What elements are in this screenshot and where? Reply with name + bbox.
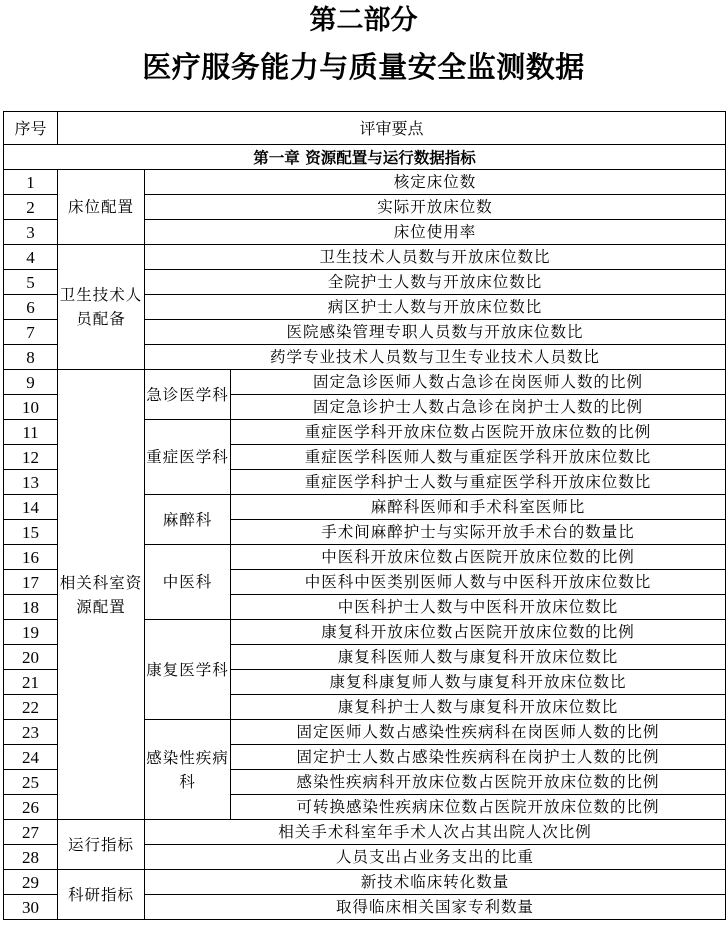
row-text: 卫生技术人员数与开放床位数比 — [145, 245, 726, 270]
row-text: 康复科开放床位数占医院开放床位数的比例 — [231, 620, 726, 645]
row-text: 人员支出占业务支出的比重 — [145, 845, 726, 870]
row-number: 9 — [4, 370, 58, 395]
row-text: 相关手术科室年手术人次占其出院人次比例 — [145, 820, 726, 845]
row-number: 8 — [4, 345, 58, 370]
subcategory-icu: 重症医学科 — [145, 420, 231, 495]
row-number: 4 — [4, 245, 58, 270]
row-number: 20 — [4, 645, 58, 670]
row-text: 核定床位数 — [145, 170, 726, 195]
row-text: 取得临床相关国家专利数量 — [145, 895, 726, 920]
subcategory-anesthesia: 麻醉科 — [145, 495, 231, 545]
category-bed: 床位配置 — [58, 170, 145, 245]
table-row — [4, 870, 726, 895]
row-number: 25 — [4, 770, 58, 795]
row-text: 中医科中医类别医师人数与中医科开放床位数比 — [231, 570, 726, 595]
page-subtitle: 医疗服务能力与质量安全监测数据 — [142, 50, 585, 84]
row-text: 固定急诊医师人数占急诊在岗医师人数的比例 — [231, 370, 726, 395]
row-text: 中医科护士人数与中医科开放床位数比 — [231, 595, 726, 620]
row-number: 2 — [4, 195, 58, 220]
row-text: 重症医学科医师人数与重症医学科开放床位数比 — [231, 445, 726, 470]
row-number: 22 — [4, 695, 58, 720]
table-row — [4, 370, 726, 395]
row-number: 29 — [4, 870, 58, 895]
category-staff: 卫生技术人员配备 — [58, 245, 145, 370]
row-number: 30 — [4, 895, 58, 920]
row-number: 3 — [4, 220, 58, 245]
subcategory-emergency: 急诊医学科 — [145, 370, 231, 420]
row-number: 7 — [4, 320, 58, 345]
subcategory-tcm: 中医科 — [145, 545, 231, 620]
row-text: 固定护士人数占感染性疾病科在岗护士人数的比例 — [231, 745, 726, 770]
seq-header: 序号 — [4, 112, 58, 145]
points-header: 评审要点 — [58, 112, 726, 145]
review-points-table — [3, 111, 726, 920]
row-text: 新技术临床转化数量 — [145, 870, 726, 895]
row-number: 12 — [4, 445, 58, 470]
row-text: 康复科康复师人数与康复科开放床位数比 — [231, 670, 726, 695]
row-text: 全院护士人数与开放床位数比 — [145, 270, 726, 295]
subcategory-infectious: 感染性疾病科 — [145, 720, 231, 820]
category-operations: 运行指标 — [58, 820, 145, 870]
row-number: 21 — [4, 670, 58, 695]
row-text: 重症医学科护士人数与重症医学科开放床位数比 — [231, 470, 726, 495]
row-text: 手术间麻醉护士与实际开放手术台的数量比 — [231, 520, 726, 545]
row-number: 10 — [4, 395, 58, 420]
page-title: 第二部分 — [309, 5, 418, 36]
row-text: 中医科开放床位数占医院开放床位数的比例 — [231, 545, 726, 570]
row-number: 24 — [4, 745, 58, 770]
row-text: 麻醉科医师和手术科室医师比 — [231, 495, 726, 520]
row-text: 固定急诊护士人数占急诊在岗护士人数的比例 — [231, 395, 726, 420]
row-number: 27 — [4, 820, 58, 845]
row-number: 23 — [4, 720, 58, 745]
row-number: 17 — [4, 570, 58, 595]
row-text: 康复科护士人数与康复科开放床位数比 — [231, 695, 726, 720]
row-number: 16 — [4, 545, 58, 570]
chapter-title: 第一章 资源配置与运行数据指标 — [4, 145, 726, 170]
row-number: 5 — [4, 270, 58, 295]
row-text: 感染性疾病科开放床位数占医院开放床位数的比例 — [231, 770, 726, 795]
row-text: 可转换感染性疾病床位数占医院开放床位数的比例 — [231, 795, 726, 820]
category-research: 科研指标 — [58, 870, 145, 920]
row-text: 医院感染管理专职人员数与开放床位数比 — [145, 320, 726, 345]
row-number: 14 — [4, 495, 58, 520]
table-row — [4, 245, 726, 270]
row-number: 6 — [4, 295, 58, 320]
row-number: 18 — [4, 595, 58, 620]
row-number: 26 — [4, 795, 58, 820]
row-number: 19 — [4, 620, 58, 645]
subcategory-rehab: 康复医学科 — [145, 620, 231, 720]
row-number: 13 — [4, 470, 58, 495]
category-dept: 相关科室资源配置 — [58, 370, 145, 820]
row-text: 病区护士人数与开放床位数比 — [145, 295, 726, 320]
table-header-row — [4, 112, 726, 145]
row-text: 康复科医师人数与康复科开放床位数比 — [231, 645, 726, 670]
chapter-row — [4, 145, 726, 170]
row-number: 1 — [4, 170, 58, 195]
row-text: 重症医学科开放床位数占医院开放床位数的比例 — [231, 420, 726, 445]
row-text: 床位使用率 — [145, 220, 726, 245]
row-number: 15 — [4, 520, 58, 545]
table-row — [4, 820, 726, 845]
table-row — [4, 170, 726, 195]
row-number: 28 — [4, 845, 58, 870]
row-text: 实际开放床位数 — [145, 195, 726, 220]
row-text: 药学专业技术人员数与卫生专业技术人员数比 — [145, 345, 726, 370]
row-text: 固定医师人数占感染性疾病科在岗医师人数的比例 — [231, 720, 726, 745]
row-number: 11 — [4, 420, 58, 445]
